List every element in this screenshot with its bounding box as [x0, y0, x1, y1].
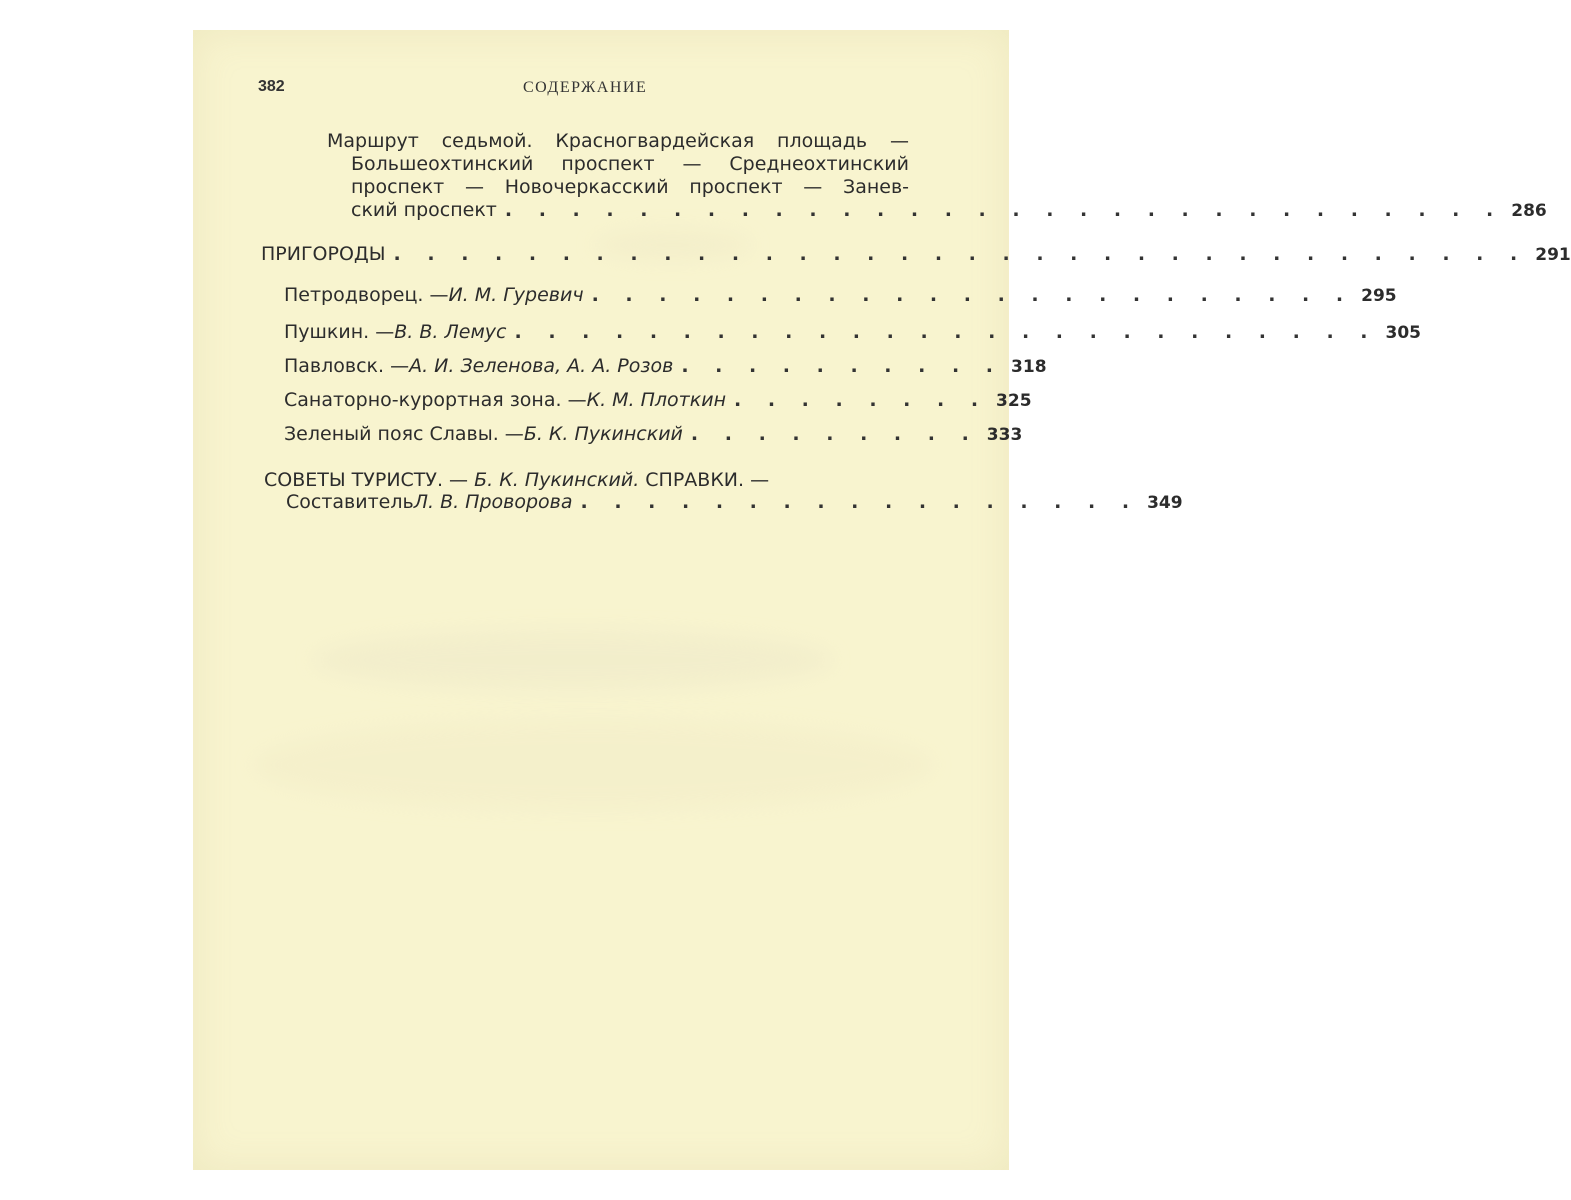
toc-route7-title-end: ский проспект	[351, 199, 497, 221]
dot-leader: . . . . . . . . . . . . . . . . . . . . . . . . . . . . . . . . . .	[393, 243, 1528, 265]
dot-leader: . . . . . . . .	[734, 389, 989, 411]
toc-entry	[284, 389, 1032, 412]
book-page	[193, 30, 1571, 1170]
toc-route7-line4	[351, 199, 1547, 222]
toc-references-title: СПРАВКИ. —	[639, 469, 770, 491]
running-head: СОДЕРЖАНИЕ	[523, 79, 648, 96]
toc-section-suburbs	[261, 243, 1571, 266]
toc-entry	[284, 423, 1023, 446]
toc-page-number: 286	[1511, 201, 1547, 221]
dot-leader: . . . . . . . . .	[690, 423, 979, 445]
toc-advice-line2	[286, 491, 1183, 514]
toc-route7-line2: Большеохтинский проспект — Среднеохтинский	[351, 153, 909, 175]
toc-entry-title: Пушкин. —	[284, 321, 395, 343]
toc-compiler-name: Л. В. Проворова	[413, 491, 573, 513]
page-number: 382	[258, 78, 285, 95]
toc-page-number: 291	[1535, 245, 1571, 265]
toc-entry	[284, 321, 1422, 344]
dot-leader: . . . . . . . . . . . . . . . . . . . . . . . . . . . . . .	[504, 199, 1504, 221]
toc-advice-line1	[264, 469, 914, 491]
toc-section-title: ПРИГОРОДЫ	[261, 243, 386, 265]
toc-entry-author: Б. К. Пукинский	[523, 423, 683, 445]
dot-leader: . . . . . . . . . . . . . . . . . . . . . . . . . .	[514, 321, 1378, 343]
toc-page-number: 325	[996, 391, 1032, 411]
toc-entry-author: А. И. Зеленова, А. А. Розов	[409, 355, 674, 377]
toc-entry-author: В. В. Лемус	[394, 321, 507, 343]
toc-entry-author: И. М. Гуревич	[448, 284, 584, 306]
toc-entry	[284, 355, 1047, 378]
toc-page-number: 333	[986, 425, 1023, 445]
toc-entry-title: Санаторно-курортная зона. —	[284, 389, 587, 411]
dot-leader: . . . . . . . . . . . . . . . . . . . . . . .	[591, 284, 1354, 306]
toc-advice-title: СОВЕТЫ ТУРИСТУ. —	[264, 469, 475, 491]
dot-leader: . . . . . . . . . . . . . . . . .	[580, 491, 1140, 513]
toc-page-number: 318	[1011, 357, 1047, 377]
toc-page-number: 295	[1361, 286, 1397, 306]
toc-route7-line1: Маршрут седьмой. Красногвардейская площадь —	[327, 130, 909, 152]
toc-entry-title: Зеленый пояс Славы. —	[284, 423, 524, 445]
toc-entry-author: К. М. Плоткин	[586, 389, 726, 411]
toc-entry-title: Петродворец. —	[284, 284, 449, 306]
paper-stain	[313, 630, 833, 690]
dot-leader: . . . . . . . . . .	[681, 355, 1004, 377]
toc-entry	[284, 284, 1397, 307]
toc-entry-title: Павловск. —	[284, 355, 410, 377]
paper-stain	[253, 720, 933, 810]
toc-page-number: 305	[1385, 323, 1422, 343]
toc-route7-line3: проспект — Новочеркасский проспект — Занев-	[351, 176, 909, 198]
toc-advice-author: Б. К. Пукинский.	[474, 469, 640, 491]
toc-compiler-label: Составитель	[286, 491, 414, 513]
toc-page-number: 349	[1147, 493, 1183, 513]
